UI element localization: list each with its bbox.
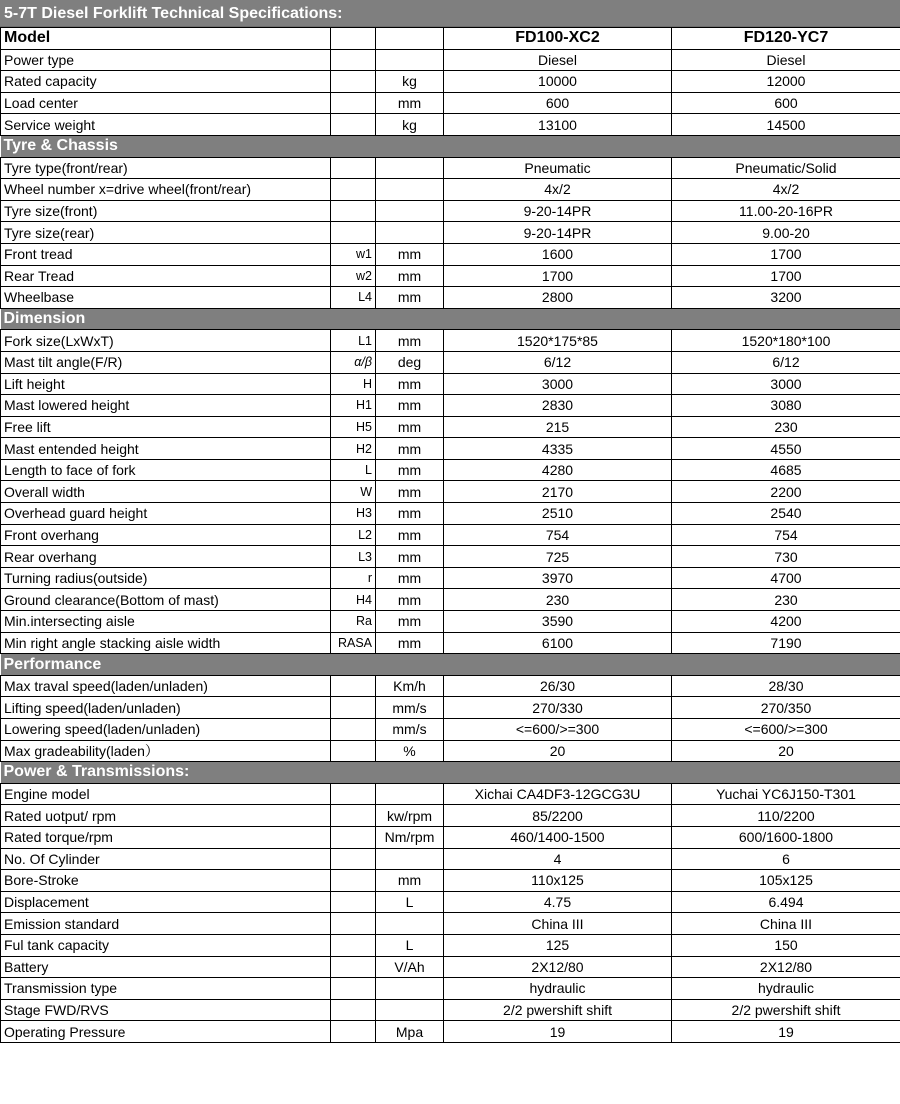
spec-unit: mm [376, 524, 444, 546]
section-heading-row [1, 308, 900, 330]
spec-symbol: w2 [331, 265, 376, 287]
spec-value-model-1: 125 [444, 934, 672, 956]
spec-value-model-1: 4.75 [444, 891, 672, 913]
spec-symbol: r [331, 567, 376, 589]
section-heading-row [1, 135, 900, 157]
spec-value-model-2: 150 [672, 934, 900, 956]
spec-symbol [331, 49, 376, 71]
spec-value-model-2: 754 [672, 524, 900, 546]
spec-value-model-2: 600 [672, 92, 900, 114]
spec-label: Rated capacity [1, 71, 331, 93]
spec-value-model-2: 105x125 [672, 870, 900, 892]
spec-row [1, 589, 900, 611]
spec-symbol: L3 [331, 546, 376, 568]
spec-value-model-2: 110/2200 [672, 805, 900, 827]
spec-value-model-2: 3200 [672, 287, 900, 309]
spec-label: Rated uotput/ rpm [1, 805, 331, 827]
spec-value-model-2: 4685 [672, 459, 900, 481]
spec-value-model-1: 2X12/80 [444, 956, 672, 978]
spec-label: Lift height [1, 373, 331, 395]
spec-symbol [331, 157, 376, 179]
spec-symbol [331, 222, 376, 244]
spec-value-model-1: 10000 [444, 71, 672, 93]
spec-unit: kg [376, 114, 444, 136]
spec-row [1, 395, 900, 417]
spec-unit: mm [376, 503, 444, 525]
spec-symbol: w1 [331, 243, 376, 265]
spec-value-model-2: 14500 [672, 114, 900, 136]
spec-value-model-1: hydraulic [444, 978, 672, 1000]
spec-label: Battery [1, 956, 331, 978]
spec-value-model-1: 4x/2 [444, 179, 672, 201]
spec-value-model-1: Xichai CA4DF3-12GCG3U [444, 783, 672, 805]
spec-row [1, 567, 900, 589]
spec-symbol [331, 1021, 376, 1043]
spec-value-model-2: 230 [672, 589, 900, 611]
spec-label: No. Of Cylinder [1, 848, 331, 870]
spec-row [1, 891, 900, 913]
spec-symbol [331, 826, 376, 848]
spec-symbol [331, 956, 376, 978]
spec-unit [376, 179, 444, 201]
spec-row [1, 675, 900, 697]
spec-value-model-1: Pneumatic [444, 157, 672, 179]
spec-symbol [331, 114, 376, 136]
spec-value-model-1: 600 [444, 92, 672, 114]
spec-row [1, 92, 900, 114]
spec-value-model-2: 6 [672, 848, 900, 870]
spec-value-model-2: 3000 [672, 373, 900, 395]
spec-row [1, 1021, 900, 1043]
spec-row [1, 783, 900, 805]
spec-value-model-1: 9-20-14PR [444, 222, 672, 244]
spec-value-model-2: 600/1600-1800 [672, 826, 900, 848]
spec-unit: mm [376, 546, 444, 568]
spec-unit [376, 222, 444, 244]
spec-symbol [331, 891, 376, 913]
spec-row [1, 719, 900, 741]
sheet-title: 5-7T Diesel Forklift Technical Specifications: [0, 0, 900, 27]
spec-symbol: L4 [331, 287, 376, 309]
spec-unit [376, 978, 444, 1000]
spec-value-model-1: 13100 [444, 114, 672, 136]
spec-unit: L [376, 934, 444, 956]
spec-value-model-1: 6/12 [444, 351, 672, 373]
spec-symbol: α/β [331, 351, 376, 373]
spec-row [1, 179, 900, 201]
spec-label: Rear overhang [1, 546, 331, 568]
spec-value-model-2: 230 [672, 416, 900, 438]
spec-label: Bore-Stroke [1, 870, 331, 892]
spec-row [1, 416, 900, 438]
spec-unit: mm [376, 438, 444, 460]
spec-symbol: Ra [331, 611, 376, 633]
spec-value-model-2: 1700 [672, 243, 900, 265]
spec-row [1, 956, 900, 978]
spec-symbol: RASA [331, 632, 376, 654]
spec-row [1, 805, 900, 827]
spec-symbol [331, 740, 376, 762]
spec-symbol [331, 934, 376, 956]
spec-row [1, 826, 900, 848]
spec-value-model-2: 3080 [672, 395, 900, 417]
spec-row [1, 157, 900, 179]
spec-label: Length to face of fork [1, 459, 331, 481]
spec-label: Mast tilt angle(F/R) [1, 351, 331, 373]
model-sym-cell [331, 28, 376, 50]
spec-value-model-2: 6/12 [672, 351, 900, 373]
spec-symbol [331, 870, 376, 892]
spec-value-model-1: 26/30 [444, 675, 672, 697]
spec-row [1, 330, 900, 352]
spec-value-model-1: China III [444, 913, 672, 935]
section-heading-row [1, 654, 900, 676]
spec-symbol: H1 [331, 395, 376, 417]
spec-label: Stage FWD/RVS [1, 999, 331, 1021]
spec-unit: Km/h [376, 675, 444, 697]
spec-label: Overhead guard height [1, 503, 331, 525]
spec-label: Tyre size(front) [1, 200, 331, 222]
spec-value-model-2: 11.00-20-16PR [672, 200, 900, 222]
spec-unit: % [376, 740, 444, 762]
spec-unit [376, 783, 444, 805]
spec-value-model-1: 3590 [444, 611, 672, 633]
model-name-1: FD100-XC2 [444, 28, 672, 50]
spec-unit: mm [376, 611, 444, 633]
spec-value-model-2: hydraulic [672, 978, 900, 1000]
spec-value-model-2: 1700 [672, 265, 900, 287]
spec-unit [376, 200, 444, 222]
spec-row [1, 503, 900, 525]
spec-unit: mm [376, 373, 444, 395]
spec-row [1, 697, 900, 719]
spec-row [1, 200, 900, 222]
spec-value-model-2: 19 [672, 1021, 900, 1043]
spec-label: Transmission type [1, 978, 331, 1000]
spec-value-model-1: 4280 [444, 459, 672, 481]
spec-label: Lifting speed(laden/unladen) [1, 697, 331, 719]
spec-unit: Nm/rpm [376, 826, 444, 848]
spec-value-model-2: China III [672, 913, 900, 935]
spec-value-model-2: 4700 [672, 567, 900, 589]
spec-unit: mm/s [376, 697, 444, 719]
spec-value-model-2: 2200 [672, 481, 900, 503]
spec-value-model-2: 2X12/80 [672, 956, 900, 978]
spec-row [1, 438, 900, 460]
spec-row [1, 524, 900, 546]
section-heading: Tyre & Chassis [1, 135, 900, 157]
spec-row [1, 49, 900, 71]
spec-value-model-2: 270/350 [672, 697, 900, 719]
spec-symbol [331, 978, 376, 1000]
spec-label: Power type [1, 49, 331, 71]
spec-value-model-1: <=600/>=300 [444, 719, 672, 741]
spec-unit: deg [376, 351, 444, 373]
spec-value-model-2: 4x/2 [672, 179, 900, 201]
spec-value-model-1: 2800 [444, 287, 672, 309]
spec-symbol [331, 675, 376, 697]
spec-unit: mm [376, 330, 444, 352]
spec-label: Service weight [1, 114, 331, 136]
spec-unit: mm [376, 287, 444, 309]
spec-value-model-2: Pneumatic/Solid [672, 157, 900, 179]
spec-value-model-1: 230 [444, 589, 672, 611]
spec-unit: mm [376, 265, 444, 287]
spec-row [1, 913, 900, 935]
spec-row [1, 373, 900, 395]
spec-value-model-2: 6.494 [672, 891, 900, 913]
spec-unit: mm [376, 459, 444, 481]
spec-value-model-2: 1520*180*100 [672, 330, 900, 352]
spec-unit: L [376, 891, 444, 913]
spec-symbol [331, 913, 376, 935]
spec-label: Fork size(LxWxT) [1, 330, 331, 352]
spec-label: Emission standard [1, 913, 331, 935]
spec-symbol [331, 71, 376, 93]
spec-symbol: L2 [331, 524, 376, 546]
spec-symbol: H2 [331, 438, 376, 460]
spec-value-model-2: 20 [672, 740, 900, 762]
spec-row [1, 870, 900, 892]
spec-symbol [331, 999, 376, 1021]
spec-label: Wheel number x=drive wheel(front/rear) [1, 179, 331, 201]
spec-symbol [331, 200, 376, 222]
spec-label: Wheelbase [1, 287, 331, 309]
spec-value-model-1: 1600 [444, 243, 672, 265]
spec-value-model-1: 2510 [444, 503, 672, 525]
spec-label: Tyre type(front/rear) [1, 157, 331, 179]
spec-value-model-2: Diesel [672, 49, 900, 71]
spec-unit: mm [376, 632, 444, 654]
spec-unit [376, 848, 444, 870]
spec-symbol [331, 783, 376, 805]
spec-value-model-1: 20 [444, 740, 672, 762]
spec-label: Engine model [1, 783, 331, 805]
spec-symbol: H5 [331, 416, 376, 438]
spec-symbol: L1 [331, 330, 376, 352]
spec-value-model-1: 2/2 pwershift shift [444, 999, 672, 1021]
spec-label: Mast lowered height [1, 395, 331, 417]
spec-value-model-2: 730 [672, 546, 900, 568]
spec-label: Rear Tread [1, 265, 331, 287]
spec-value-model-2: 2/2 pwershift shift [672, 999, 900, 1021]
spec-value-model-1: 4335 [444, 438, 672, 460]
spec-unit: mm [376, 92, 444, 114]
spec-label: Rated torque/rpm [1, 826, 331, 848]
spec-label: Min.intersecting aisle [1, 611, 331, 633]
spec-value-model-2: 4550 [672, 438, 900, 460]
model-header-row [1, 28, 900, 50]
spec-unit: mm/s [376, 719, 444, 741]
spec-unit [376, 913, 444, 935]
spec-row [1, 265, 900, 287]
spec-row [1, 71, 900, 93]
spec-value-model-2: Yuchai YC6J150-T301 [672, 783, 900, 805]
spec-row [1, 114, 900, 136]
spec-value-model-1: 754 [444, 524, 672, 546]
spec-value-model-2: 4200 [672, 611, 900, 633]
spec-value-model-1: 19 [444, 1021, 672, 1043]
spec-row [1, 243, 900, 265]
spec-unit: mm [376, 481, 444, 503]
spec-symbol [331, 179, 376, 201]
spec-label: Operating Pressure [1, 1021, 331, 1043]
spec-value-model-1: 270/330 [444, 697, 672, 719]
spec-label: Ful tank capacity [1, 934, 331, 956]
spec-symbol [331, 697, 376, 719]
spec-unit: kg [376, 71, 444, 93]
spec-value-model-2: 9.00-20 [672, 222, 900, 244]
spec-label: Turning radius(outside) [1, 567, 331, 589]
spec-value-model-1: 4 [444, 848, 672, 870]
spec-row [1, 351, 900, 373]
spec-value-model-1: 6100 [444, 632, 672, 654]
spec-value-model-1: 215 [444, 416, 672, 438]
spec-label: Min right angle stacking aisle width [1, 632, 331, 654]
spec-value-model-2: 28/30 [672, 675, 900, 697]
spec-unit: Mpa [376, 1021, 444, 1043]
spec-row [1, 287, 900, 309]
spec-symbol: L [331, 459, 376, 481]
spec-row [1, 481, 900, 503]
spec-value-model-1: 1700 [444, 265, 672, 287]
model-name-2: FD120-YC7 [672, 28, 900, 50]
spec-value-model-1: 85/2200 [444, 805, 672, 827]
spec-value-model-1: 9-20-14PR [444, 200, 672, 222]
spec-value-model-1: 3970 [444, 567, 672, 589]
spec-row [1, 611, 900, 633]
spec-unit [376, 157, 444, 179]
spec-value-model-1: 1520*175*85 [444, 330, 672, 352]
section-heading-row [1, 762, 900, 784]
spec-unit: mm [376, 395, 444, 417]
spec-row [1, 934, 900, 956]
spec-label: Lowering speed(laden/unladen) [1, 719, 331, 741]
spec-label: Front overhang [1, 524, 331, 546]
spec-table-body [1, 28, 900, 1043]
spec-unit: mm [376, 416, 444, 438]
spec-symbol [331, 848, 376, 870]
section-heading: Dimension [1, 308, 900, 330]
spec-unit: mm [376, 870, 444, 892]
spec-label: Free lift [1, 416, 331, 438]
spec-value-model-1: 460/1400-1500 [444, 826, 672, 848]
spec-value-model-1: 725 [444, 546, 672, 568]
spec-value-model-2: 2540 [672, 503, 900, 525]
spec-unit [376, 999, 444, 1021]
spec-row [1, 978, 900, 1000]
spec-value-model-2: <=600/>=300 [672, 719, 900, 741]
spec-label: Front tread [1, 243, 331, 265]
spec-value-model-1: 3000 [444, 373, 672, 395]
spec-symbol: H [331, 373, 376, 395]
spec-label: Mast entended height [1, 438, 331, 460]
model-unit-cell [376, 28, 444, 50]
spec-label: Ground clearance(Bottom of mast) [1, 589, 331, 611]
spec-label: Max traval speed(laden/unladen) [1, 675, 331, 697]
spec-row [1, 632, 900, 654]
spec-row [1, 546, 900, 568]
spec-value-model-2: 12000 [672, 71, 900, 93]
spec-unit: kw/rpm [376, 805, 444, 827]
spec-label: Load center [1, 92, 331, 114]
spec-symbol: W [331, 481, 376, 503]
spec-symbol: H3 [331, 503, 376, 525]
spec-unit: mm [376, 567, 444, 589]
spec-value-model-1: 2170 [444, 481, 672, 503]
spec-row [1, 740, 900, 762]
spec-symbol [331, 719, 376, 741]
spec-label: Displacement [1, 891, 331, 913]
spec-symbol [331, 92, 376, 114]
spec-unit: mm [376, 243, 444, 265]
spec-symbol: H4 [331, 589, 376, 611]
spec-value-model-1: 2830 [444, 395, 672, 417]
spec-label: Tyre size(rear) [1, 222, 331, 244]
spec-label: Overall width [1, 481, 331, 503]
spec-row [1, 222, 900, 244]
spec-value-model-1: 110x125 [444, 870, 672, 892]
spec-row [1, 459, 900, 481]
spec-row [1, 999, 900, 1021]
spec-unit [376, 49, 444, 71]
spec-symbol [331, 805, 376, 827]
spec-unit: mm [376, 589, 444, 611]
spec-value-model-1: Diesel [444, 49, 672, 71]
section-heading: Power & Transmissions: [1, 762, 900, 784]
spec-unit: V/Ah [376, 956, 444, 978]
spec-value-model-2: 7190 [672, 632, 900, 654]
spec-label: Max gradeability(laden） [1, 740, 331, 762]
model-label: Model [1, 28, 331, 50]
spec-row [1, 848, 900, 870]
section-heading: Performance [1, 654, 900, 676]
spec-table [0, 27, 900, 1043]
